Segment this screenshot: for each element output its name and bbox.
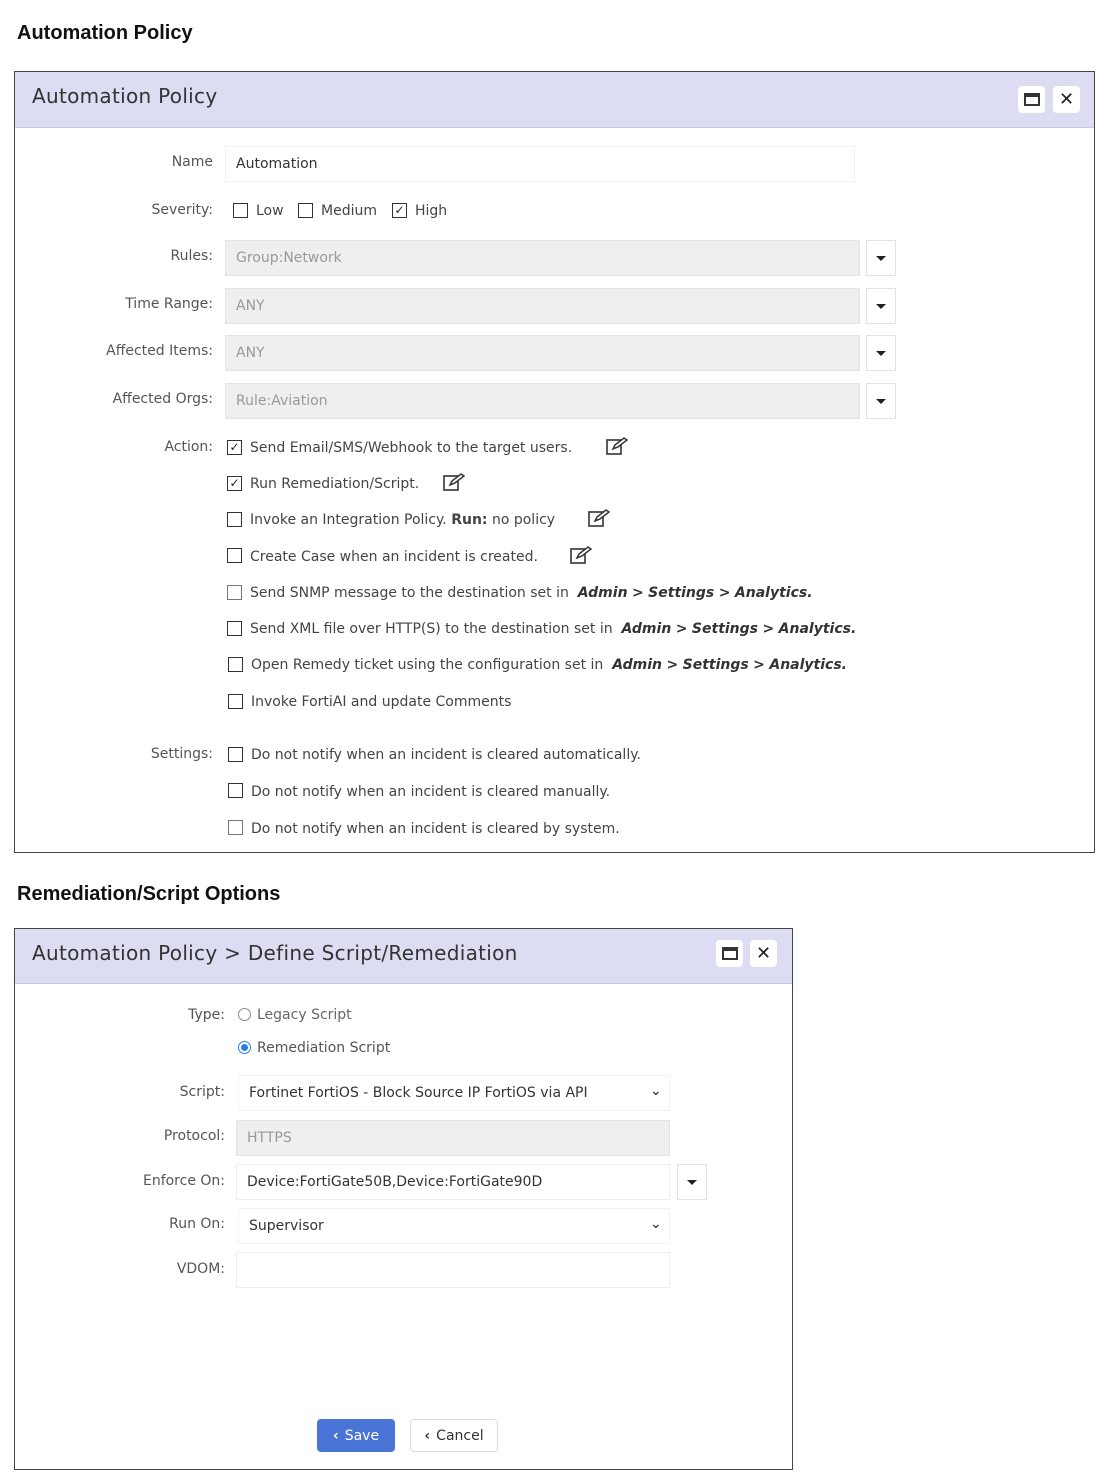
settings-cleared-manually-text: Do not notify when an incident is cleared manually. [251,784,611,800]
caret-down-icon [876,304,886,309]
name-input[interactable]: Automation [225,146,855,182]
name-label: Name [171,154,213,170]
protocol-label: Protocol: [163,1128,225,1144]
action-send-xml-checkbox[interactable] [227,621,242,636]
section-title-remediation-options: Remediation/Script Options [17,883,281,905]
action-invoke-fortiai-checkbox[interactable] [228,694,243,709]
path-analytics: Analytics [769,657,842,673]
cancel-label: Cancel [436,1427,484,1444]
chevron-down-icon: ⌄ [650,1216,662,1232]
affected-orgs-label: Affected Orgs: [112,391,213,407]
path-sep: > [718,585,731,601]
rules-select[interactable]: Group:Network [225,240,860,276]
time-range-select[interactable]: ANY [225,288,860,324]
severity-low-label: Low [256,203,284,219]
close-icon: ✕ [755,942,772,964]
edit-icon[interactable] [570,546,592,564]
settings-cleared-by-system-checkbox[interactable] [228,820,243,835]
legacy-script-label: Legacy Script [257,1007,352,1023]
edit-icon[interactable] [443,473,465,491]
remediation-script-radio[interactable] [238,1041,251,1054]
path-admin: Admin [621,621,672,637]
affected-items-label: Affected Items: [106,343,213,359]
chevron-left-icon: ‹ [332,1427,339,1444]
path-admin: Admin [612,657,662,673]
settings-cleared-manually-checkbox[interactable] [228,783,243,798]
rules-dropdown-button[interactable] [866,240,896,276]
settings-label: Settings: [150,746,213,762]
panel-header [15,929,792,984]
severity-low-checkbox[interactable] [233,203,248,218]
integration-policy-text: Invoke an Integration Policy. [250,512,447,528]
chevron-down-icon: ⌄ [650,1083,662,1099]
run-on-label: Run On: [169,1216,225,1232]
save-label: Save [344,1427,380,1444]
close-button[interactable] [1053,86,1080,113]
legacy-script-radio[interactable] [238,1008,251,1021]
path-settings: Settings [691,621,759,637]
caret-down-icon [876,256,886,261]
path-analytics: Analytics [778,621,851,637]
close-button[interactable] [750,940,777,967]
settings-cleared-automatically-text: Do not notify when an incident is cleared automatically. [251,747,641,763]
time-range-label: Time Range: [125,296,213,312]
affected-items-dropdown-button[interactable] [866,335,896,371]
action-run-remediation-checkbox[interactable]: ✓ [227,476,242,491]
path-analytics: Analytics [734,585,808,601]
path-sep: > [762,621,775,637]
action-send-snmp-text [250,585,813,601]
enforce-on-dropdown-button[interactable] [677,1164,707,1200]
caret-down-icon [876,399,886,404]
path-sep: > [675,621,688,637]
snmp-text: Send SNMP message to the destination set in [250,585,569,601]
script-label: Script: [179,1084,225,1100]
automation-policy-panel [14,71,1095,853]
maximize-icon [722,947,738,960]
action-integration-policy-checkbox[interactable] [227,512,242,527]
action-send-xml-text [250,621,856,637]
chevron-left-icon: ‹ [424,1427,431,1444]
time-range-dropdown-button[interactable] [866,288,896,324]
edit-icon[interactable] [588,509,610,527]
remedy-text: Open Remedy ticket using the configuration set in [251,657,604,673]
vdom-input[interactable] [236,1252,670,1288]
save-button[interactable] [317,1419,395,1452]
vdom-label: VDOM: [176,1261,225,1277]
action-open-remedy-text [251,657,847,673]
action-integration-policy-text [250,512,555,528]
severity-label: Severity: [151,202,213,218]
action-run-remediation-text: Run Remediation/Script. [250,476,420,492]
affected-orgs-select[interactable]: Rule:Aviation [225,383,860,419]
caret-down-icon [876,351,886,356]
action-send-snmp-checkbox[interactable] [227,585,242,600]
enforce-on-label: Enforce On: [142,1173,225,1189]
settings-cleared-automatically-checkbox[interactable] [228,747,243,762]
run-label: Run: [451,512,488,528]
path-end: . [841,657,847,673]
severity-medium-checkbox[interactable] [298,203,313,218]
action-invoke-fortiai-text: Invoke FortiAI and update Comments [251,694,512,710]
panel-header [15,72,1094,128]
caret-down-icon [687,1180,697,1185]
run-on-select[interactable]: Supervisor [238,1208,670,1244]
action-create-case-checkbox[interactable] [227,548,242,563]
script-select[interactable]: Fortinet FortiOS - Block Source IP FortiOS via API [238,1075,670,1111]
close-icon: ✕ [1058,88,1075,110]
path-settings: Settings [648,585,715,601]
affected-orgs-dropdown-button[interactable] [866,383,896,419]
run-value: no policy [491,512,556,528]
remediation-script-label: Remediation Script [257,1040,391,1056]
rules-label: Rules: [170,248,213,264]
path-settings: Settings [682,657,749,673]
type-label: Type: [188,1007,225,1023]
xml-text: Send XML file over HTTP(S) to the destination set in [250,621,613,637]
panel-title: Automation Policy [32,84,218,108]
panel-title: Automation Policy > Define Script/Remediation [32,941,518,965]
affected-items-select[interactable]: ANY [225,335,860,371]
settings-cleared-by-system-text: Do not notify when an incident is cleared by system. [251,821,620,837]
protocol-input[interactable]: HTTPS [236,1120,670,1156]
severity-high-checkbox[interactable]: ✓ [392,203,407,218]
edit-icon[interactable] [606,437,628,455]
severity-medium-label: Medium [321,203,377,219]
cancel-button[interactable] [410,1419,498,1452]
maximize-icon [1024,93,1040,106]
path-sep: > [753,657,765,673]
action-create-case-text: Create Case when an incident is created. [250,549,538,565]
action-open-remedy-checkbox[interactable] [228,657,243,672]
action-send-email-checkbox[interactable]: ✓ [227,440,242,455]
path-end: . [807,585,813,601]
severity-high-label: High [415,203,448,219]
path-sep: > [666,657,679,673]
path-end: . [850,621,857,637]
action-label: Action: [164,439,213,455]
path-admin: Admin [577,585,628,601]
section-title-automation-policy: Automation Policy [17,22,193,44]
path-sep: > [631,585,644,601]
maximize-button[interactable] [1018,86,1045,113]
maximize-button[interactable] [716,940,743,967]
enforce-on-select[interactable]: Device:FortiGate50B,Device:FortiGate90D [236,1164,670,1200]
action-send-email-text: Send Email/SMS/Webhook to the target users. [250,440,573,456]
